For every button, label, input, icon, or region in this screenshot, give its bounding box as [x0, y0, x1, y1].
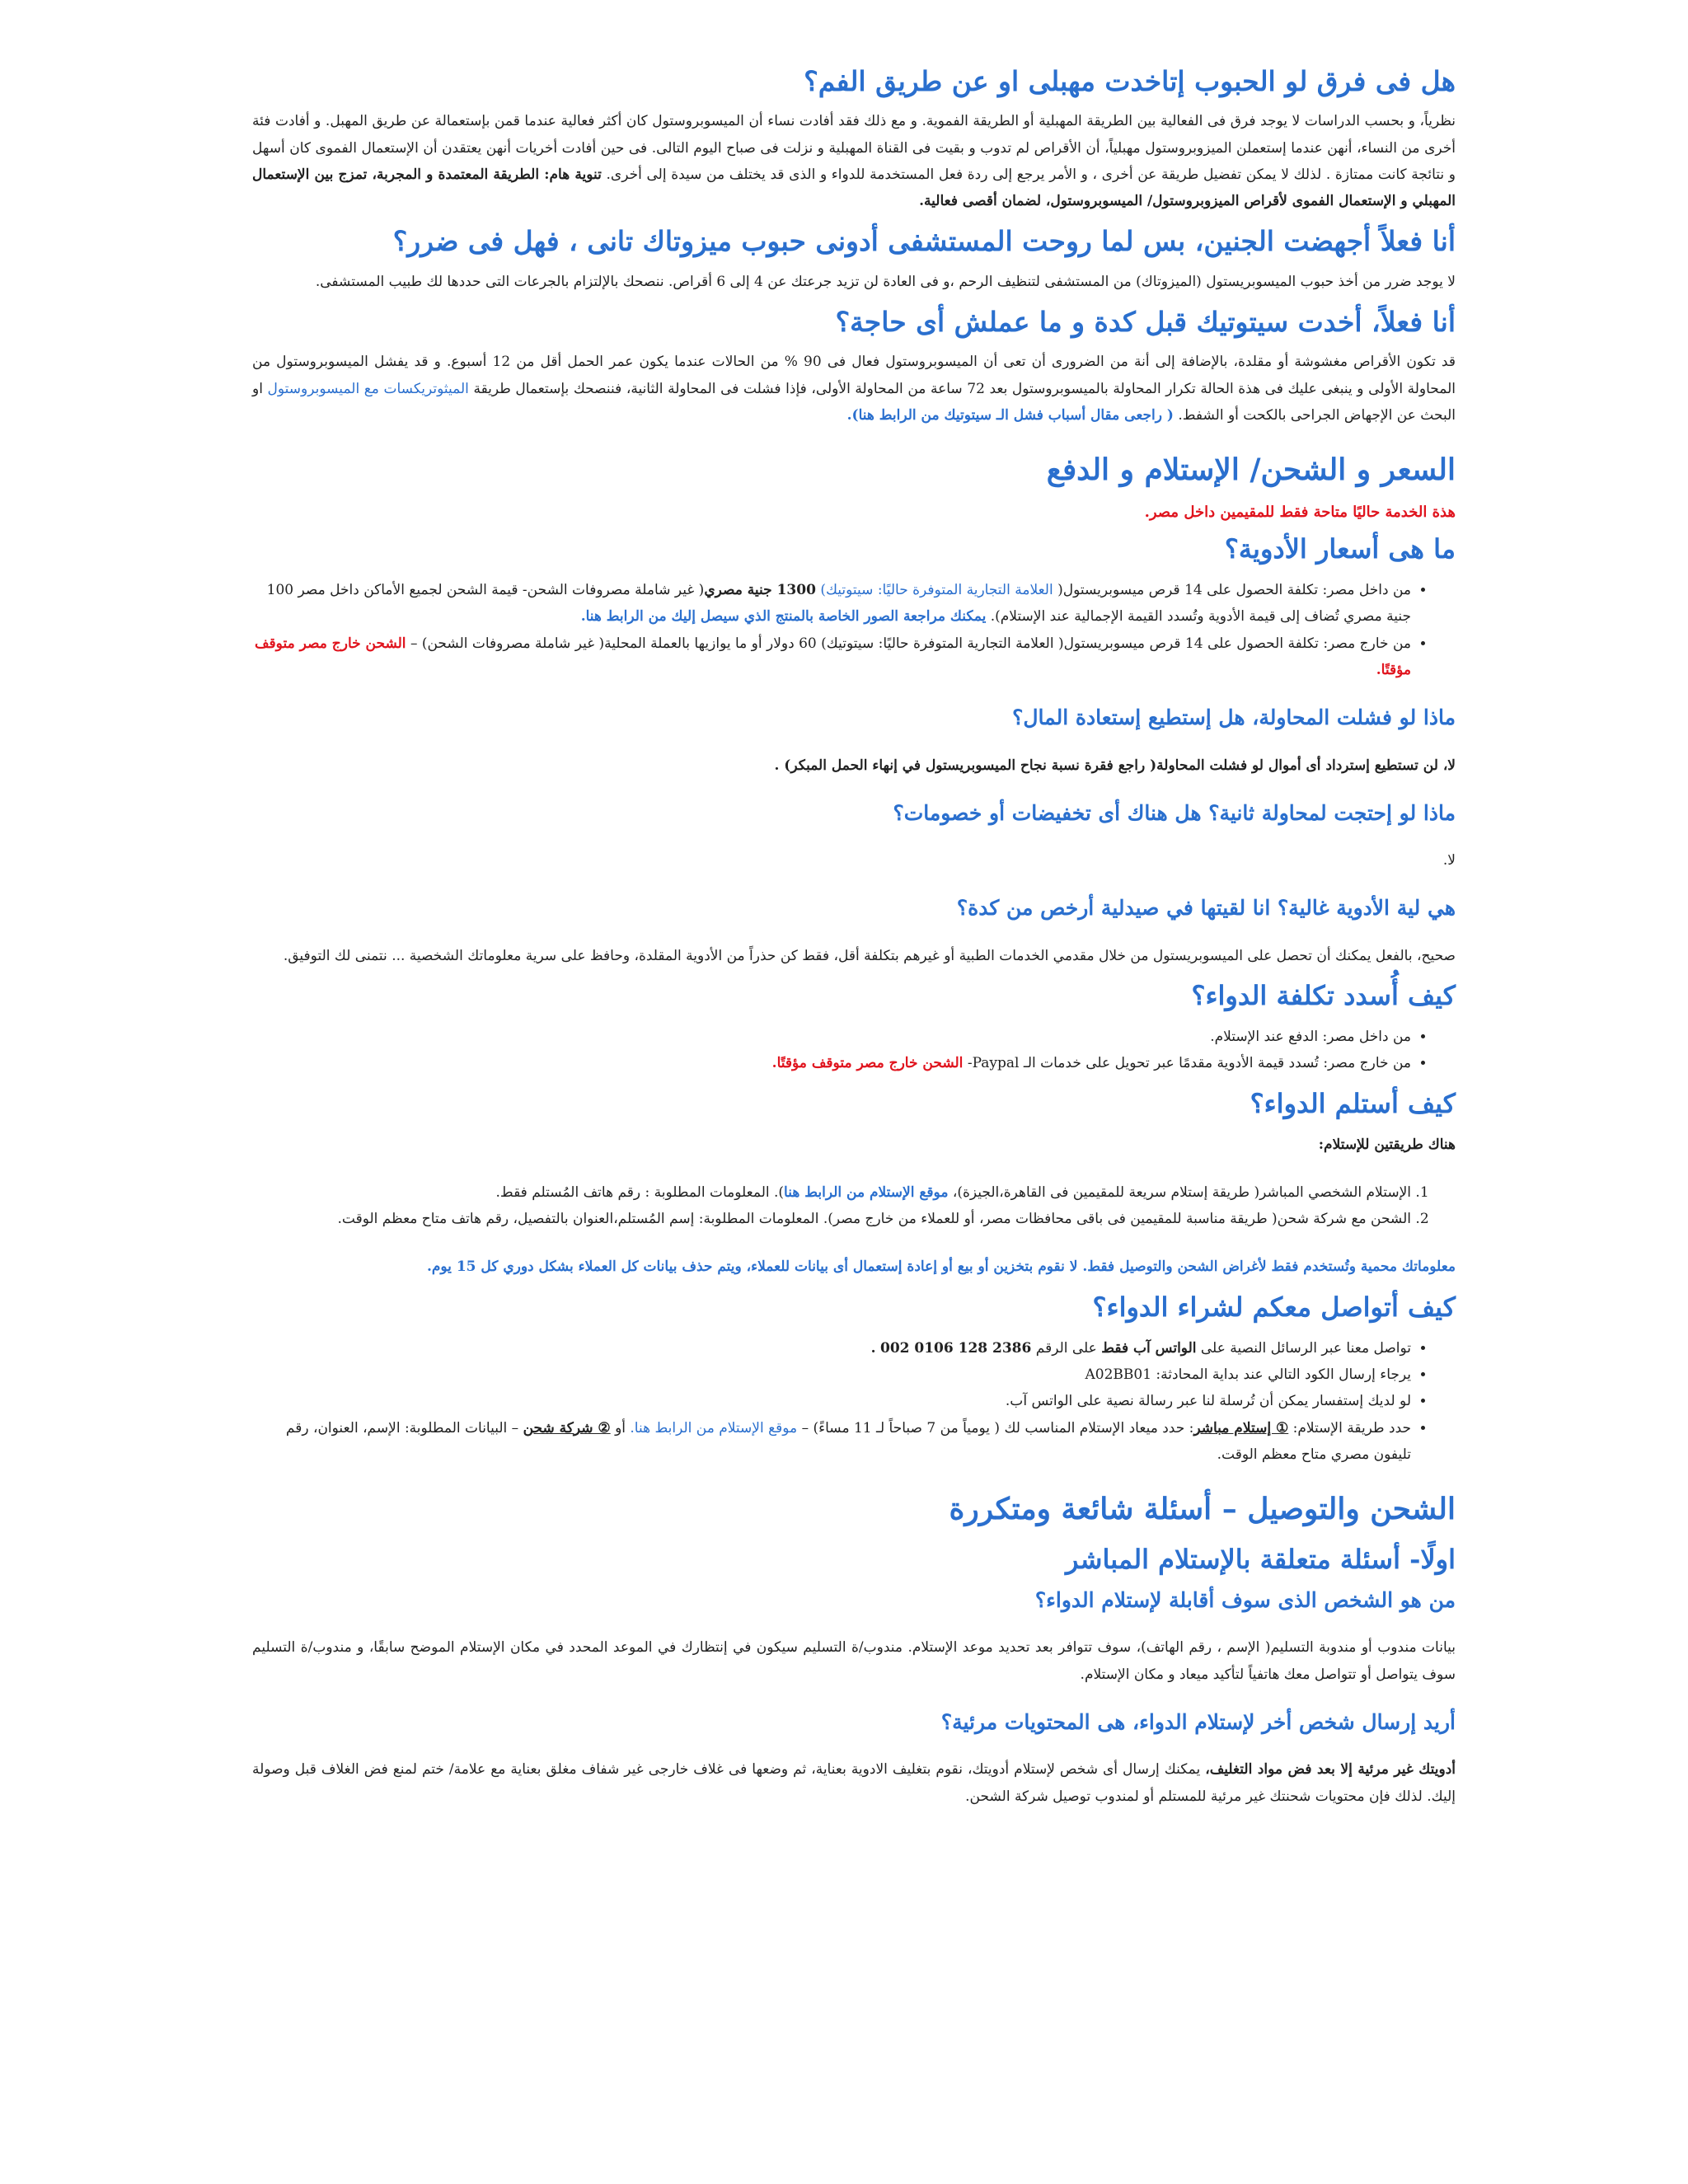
methotrexate-link[interactable]: الميثوتريكسات مع الميسوبروستول	[267, 380, 469, 397]
document-page	[252, 64, 1456, 1820]
product-photos-link[interactable]: يمكنك مراجعة الصور الخاصة بالمنتج الذي سيصل إليك من الرابط هنا.	[580, 608, 987, 626]
pickup-location-link[interactable]: موقع الإستلام من الرابط هنا	[784, 1183, 949, 1201]
list-item: • يرجاء إرسال الكود التالي عند بداية المحادثة: A02BB01	[252, 1361, 1411, 1388]
list-item: • من داخل مصر: تكلفة الحصول على 14 قرص ميسوبريستول( العلامة التجارية المتوفرة حاليًا: سيتوتيك) 1300 جنية مصري( غير شاملة مصروفات الشحن- قيمة الشحن لجميع الأماكن داخل مصر 100 جنية مصري تُضاف إلى قيمة الأدوية وتُسدد القيمة الإجمالية عند الإستلام). يمكنك مراجعة الصور الخاصة بالمنتج الذي سيصل إليك من الرابط هنا.	[252, 577, 1411, 630]
faq-question-courier: من هو الشخص الذى سوف أقابلة لإستلام الدواء؟	[1034, 1588, 1456, 1613]
faq-answer-failed: قد تكون الأقراص مغشوشة أو مقلدة، بالإضافة إلى أنة من الضرورى أن تعى أن الميسوبروستول فعال فى 90 % من الحالات عندما يكون عمر الحمل أقل من 12 أسبوع. و قد يفشل الميسوبروستول من المحاولة الأولى و ينبغى عليك فى هذة الحالة تكرار المحاولة بالميسوبروستول بعد 72 ساعة من المحاولة الأولى، فإذا فشلت فى المحاولة الثانية، فننصحك بإستعمال طريقة الميثوتريكسات مع الميسوبروستول او البحث عن الإجهاض الجراحى بالكحت أو الشفط. ( راجعى مقال أسباب فشل الـ سيتوتيك من الرابط هنا).	[252, 354, 1456, 424]
faq-answer-refund: لا، لن تستطيع إسترداد أى أموال لو فشلت المحاولة( راجع فقرة نسبة نجاح الميسوبريستول في إنهاء الحمل المبكر) .	[774, 757, 1456, 774]
faq-answer-send-other: أدويتك غير مرئية إلا بعد فض مواد التغليف، يمكنك إرسال أى شخص لإستلام أدويتك، نقوم بتغليف الادوية بعناية، ثم وضعها فى غلاف خارجى غير شفاف مغلق بعناية مع علامة/ ختم لمنع فض الغلاف قبل وصولة إليك. لذلك فإن محتويات شحنتك غير مرئية للمستلم أو لمندوب توصيل شركة الشحن.	[252, 1761, 1456, 1805]
faq-question-prices: ما هى أسعار الأدوية؟	[1224, 533, 1456, 565]
faq-question-cheaper: هي لية الأدوية غالية؟ انا لقيتها في صيدلية أرخص من كدة؟	[956, 896, 1456, 921]
faq-question-hospital: أنا فعلاً أجهضت الجنين، بس لما روحت المستشفى أدونى حبوب ميزوتاك تانى ، فهل فى ضرر؟	[392, 225, 1456, 258]
section-title-pricing: السعر و الشحن/ الإستلام و الدفع	[1046, 452, 1456, 488]
price-amount: 1300 جنية مصري	[704, 582, 816, 599]
faq-answer-cheaper: صحيح، بالفعل يمكنك أن تحصل على الميسوبريستول من خلال مقدمي الخدمات الطبية أو غيرهم بتكلفة أقل، فقط كن حذراً من الأدوية المقلدة، وحافظ على سرية معلوماتك الشخصية ... نتمنى لك التوفيق.	[283, 947, 1456, 964]
whatsapp-label: الواتس آب فقط	[1101, 1339, 1197, 1357]
faq-question-failed: أنا فعلاً، أخدت سيتوتيك قبل كدة و ما عملش أى حاجة؟	[835, 305, 1456, 338]
faq-question-contact: كيف أتواصل معكم لشراء الدواء؟	[1092, 1291, 1456, 1323]
faq-question-receive: كيف أستلم الدواء؟	[1250, 1087, 1456, 1119]
list-item: 2. الشحن مع شركة شحن( طريقة مناسبة للمقيمين فى باقى محافظات مصر، أو للعملاء من خارج مصر). المعلومات المطلوبة: إسم المُستلم،العنوان بالتفصيل، رقم هاتف متاح معظم الوقت.	[252, 1206, 1411, 1232]
payment-list	[252, 1024, 1456, 1077]
failure-reasons-link[interactable]: ( راجعى مقال أسباب فشل الـ سيتوتيك من الرابط هنا).	[846, 406, 1174, 424]
faq-question-payment: كيف أُسدد تكلفة الدواء؟	[1191, 979, 1456, 1011]
important-note: تنوية هام: الطريقة المعتمدة و المجربة، تمزج بين الإستعمال المهبلي و الإستعمال الفموى لأقراص الميزوبروستول/ الميسوبروستول، لضمان أقصى فعالية.	[252, 166, 1456, 210]
phone-number[interactable]: 002 0106 128 2386	[879, 1339, 1032, 1357]
list-item: • من خارج مصر: تكلفة الحصول على 14 قرص ميسوبريستول( العلامة التجارية المتوفرة حاليًا: سيتوتيك) 60 دولار أو ما يوازيها بالعملة المحلية( غير شاملة مصروفات الشحن) – الشحن خارج مصر متوقف مؤقتًا.	[252, 630, 1411, 684]
direct-pickup-option[interactable]: ① إستلام مباشر	[1193, 1419, 1289, 1436]
faq-question-refund: ماذا لو فشلت المحاولة، هل إستطيع إستعادة المال؟	[1012, 705, 1456, 730]
list-item: • لو لديك إستفسار يمكن أن تُرسلة لنا عبر رسالة نصية على الواتس آب.	[252, 1388, 1411, 1414]
faq-answer-discount: لا.	[1442, 852, 1456, 869]
shipping-company-option[interactable]: ② شركة شحن	[523, 1419, 611, 1436]
list-item: 1. الإستلام الشخصي المباشر( طريقة إستلام سريعة للمقيمين فى القاهرة،الجيزة)، موقع الإستلام من الرابط هنا). المعلومات المطلوبة : رقم هاتف المُستلم فقط.	[252, 1179, 1411, 1206]
faq-question-send-other: أريد إرسال شخص أخر لإستلام الدواء، هى المحتويات مرئية؟	[940, 1710, 1456, 1735]
faq-question-discount: ماذا لو إحتجت لمحاولة ثانية؟ هل هناك أى تخفيضات أو خصومات؟	[893, 800, 1456, 825]
list-item: • حدد طريقة الإستلام: ① إستلام مباشر: حدد ميعاد الإستلام المناسب لك ( يومياً من 7 صباحاً لـ 11 مساءً) – موقع الإستلام من الرابط هنا. أو ② شركة شحن – البيانات المطلوبة: الإسم، العنوان، رقم تليفون مصري متاح معظم الوقت.	[252, 1415, 1411, 1469]
list-item: • من خارج مصر: تُسدد قيمة الأدوية مقدمًا عبر تحويل على خدمات الـ Paypal- الشحن خارج مصر متوقف مؤقتًا.	[252, 1050, 1411, 1076]
faq-question-route: هل فى فرق لو الحبوب إتاخدت مهبلى او عن طريق الفم؟	[804, 65, 1456, 97]
list-item: • تواصل معنا عبر الرسائل النصية على الواتس آب فقط على الرقم 002 0106 128 2386 .	[252, 1335, 1411, 1361]
contact-list	[252, 1335, 1456, 1468]
service-notice: هذة الخدمة حاليًا متاحة فقط للمقيمين داخل مصر.	[1144, 504, 1456, 522]
faq-answer-route: نظرياً، و بحسب الدراسات لا يوجد فرق فى الفعالية بين الطريقة المهبلية أو الطريقة الفموية. و مع ذلك فقد أفادت نساء أن الميسوبروستول كان أكثر فعالية عندما قمن بإستعمالة عن طريق المهبل. و أفادت فئة أخرى من النساء، أنهن عندما إستعملن الميزوبروستول مهبلياً، أن الأقراص لم تدوب و بقيت فى القناة المهبلية و نزلت فى صباح اليوم التالى. فى حين أفادت أخريات أنهن يعتقدن أن الإستعمال الفموى كان أسهل و نتائجة كانت ممتازة . لذلك لا يمكن تفضيل طريقة عن أخرى ، و الأمر يرجع إلى ردة فعل المستخدمة للدواء و الذى قد يختلف من سيدة إلى أخرى. تنوية هام: الطريقة المعتمدة و المجربة، تمزج بين الإستعمال المهبلي و الإستعمال الفموى لأقراص الميزوبروستول/ الميسوبروستول، لضمان أقصى فعالية.	[252, 113, 1456, 210]
list-item: • من داخل مصر: الدفع عند الإستلام.	[252, 1024, 1411, 1050]
faq-answer-courier: بيانات مندوب أو مندوبة التسليم( الإسم ، رقم الهاتف)، سوف تتوافر بعد تحديد موعد الإستلام. مندوب/ة التسليم سيكون في إنتظارك في الموعد المحدد في مكان الإستلام الموضح سابقًا، و مندوب/ة التسليم سوف يتواصل أو تتواصل معك هاتفياً لتأكيد ميعاد و مكان الإستلام.	[252, 1639, 1456, 1683]
receive-methods-list	[252, 1179, 1456, 1233]
privacy-note: معلوماتك محمية وتُستخدم فقط لأغراض الشحن والتوصيل فقط. لا نقوم بتخزين أو بيع أو إعادة إستعمال أى بيانات للعملاء، ويتم حذف بيانات كل العملاء بشكل دوري كل 15 يوم.	[426, 1258, 1456, 1276]
pickup-location-link-2[interactable]: موقع الإستلام من الرابط هنا.	[630, 1419, 798, 1436]
receive-methods-intro: هناك طريقتين للإستلام:	[1318, 1136, 1456, 1153]
section-title-shipping-faq: الشحن والتوصيل – أسئلة شائعة ومتكررة	[949, 1492, 1456, 1527]
faq-answer-hospital: لا يوجد ضرر من أخذ حبوب الميسوبريستول (الميزوتاك) من المستشفى لتنظيف الرحم ،و فى العادة لن تزيد جرعتك عن 4 إلى 6 أقراص. ننصحك بالإلتزام بالجرعات التى حددها لك طبيب المستشفى.	[315, 273, 1456, 290]
price-list	[252, 577, 1456, 683]
section-subtitle-direct-pickup: اولًا- أسئلة متعلقة بالإستلام المباشر	[1065, 1544, 1456, 1576]
